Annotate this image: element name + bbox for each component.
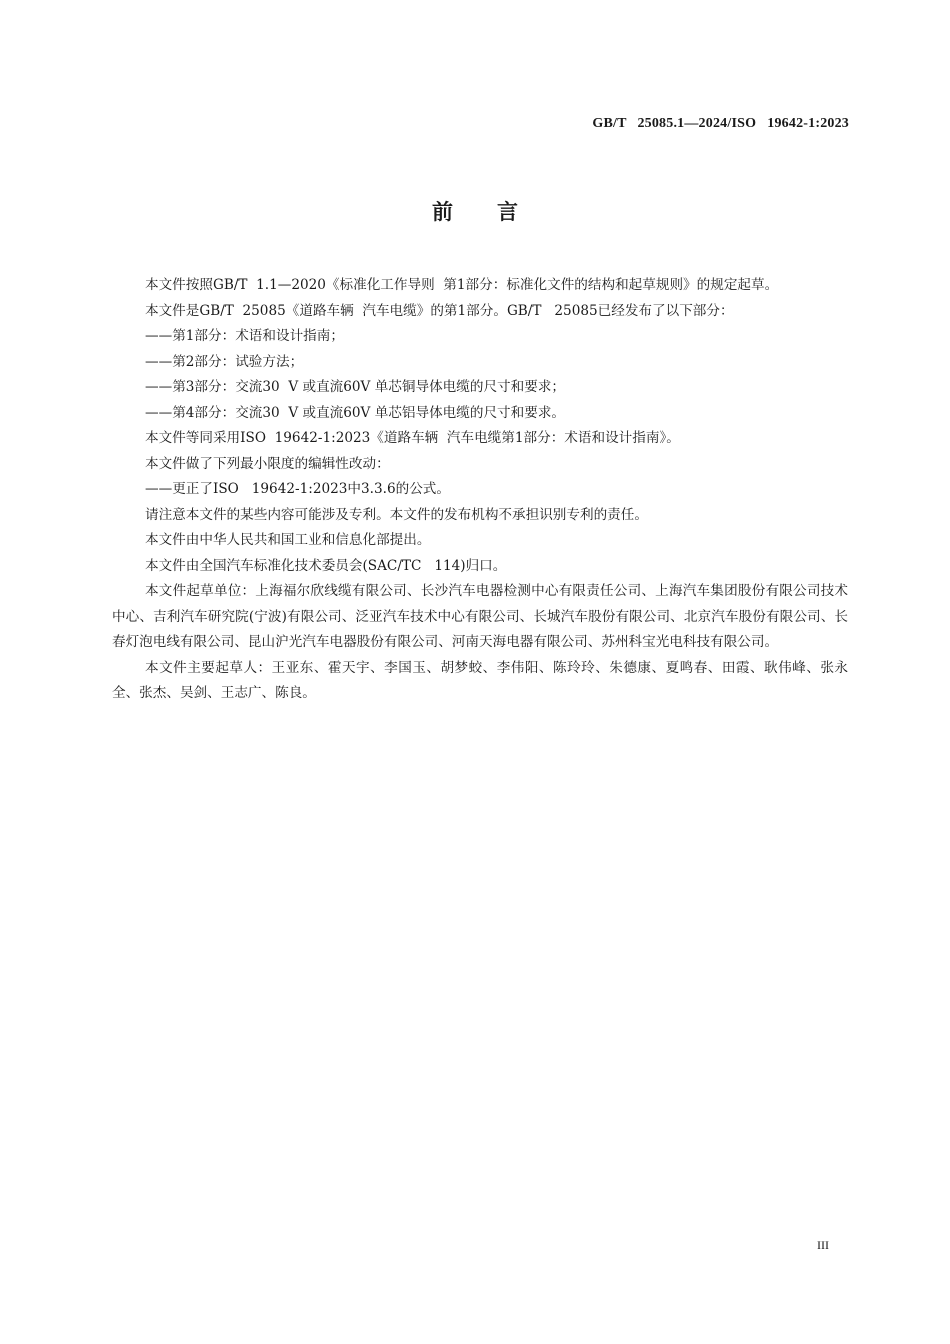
body-text [112, 273, 848, 707]
paragraph-patent-notice: 请注意本文件的某些内容可能涉及专利。本文件的发布机构不承担识别专利的责任。 [145, 506, 648, 523]
list-item-part-2: ——第2部分：试验方法； [145, 353, 304, 370]
paragraph-adoption: 本文件等同采用ISO 19642-1:2023《道路车辆 汽车电缆第1部分：术语和设计指南》。 [145, 430, 680, 446]
paragraph-proposed-by: 本文件由中华人民共和国工业和信息化部提出。 [145, 532, 431, 548]
paragraph-drafting-rules: 本文件按照GB/T 1.1—2020《标准化工作导则 第1部分：标准化文件的结构和起草规则》的规定起草。 [145, 277, 779, 293]
list-item-part-1: ——第1部分：术语和设计指南； [145, 328, 344, 344]
list-item-correction: ——更正了ISO 19642-1:2023中3.3.6的公式。 [145, 481, 450, 497]
document-code: GB/T 25085.1—2024/ISO 19642-1:2023 [592, 116, 849, 131]
paragraph-series-parts: 本文件是GB/T 25085《道路车辆 汽车电缆》的第1部分。GB/T 25085已经发布了以下部分： [145, 302, 734, 319]
paragraph-drafting-organizations: 本文件起草单位：上海福尔欣线缆有限公司、长沙汽车电器检测中心有限责任公司、上海汽车集团股份有限公司技术中心、吉利汽车研究院(宁波)有限公司、泛亚汽车技术中心有限公司、长城汽车股份有限公司、北京汽车股份有限公司、长春灯泡电线有限公司、昆山沪光汽车电器股份有限公司、河南天海电器有限公司、苏州科宝光电科技有限公司。 [112, 583, 848, 650]
list-item-part-3: ——第3部分：交流30 V 或直流60V 单芯铜导体电缆的尺寸和要求； [145, 379, 566, 395]
paragraph-editorial-changes: 本文件做了下列最小限度的编辑性改动： [145, 455, 390, 472]
list-item-part-4: ——第4部分：交流30 V 或直流60V 单芯铝导体电缆的尺寸和要求。 [145, 404, 566, 421]
paragraph-drafters: 本文件主要起草人：王亚东、霍天宇、李国玉、胡梦蛟、李伟阳、陈玲玲、朱德康、夏鸣春、田霞、耿伟峰、张永全、张杰、吴剑、王志广、陈良。 [112, 659, 848, 701]
page-number: III [817, 1238, 829, 1252]
page-title: 前言 [432, 200, 562, 224]
paragraph-under-jurisdiction: 本文件由全国汽车标准化技术委员会(SAC/TC 114)归口。 [145, 557, 507, 574]
